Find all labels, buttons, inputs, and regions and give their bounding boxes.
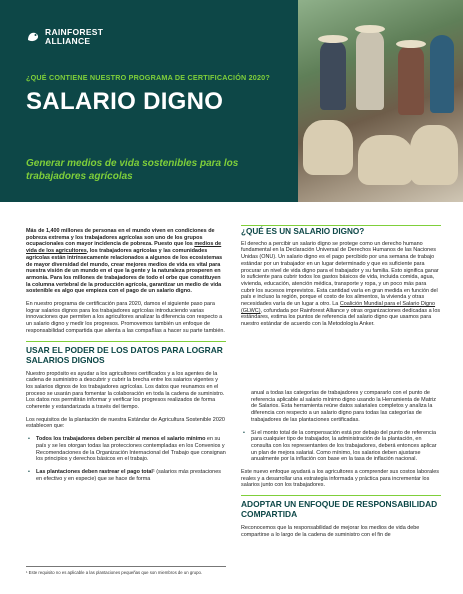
requirements-list [26,436,226,482]
header-photo [298,0,463,202]
logo [26,28,103,45]
photo-sack [410,125,458,185]
bullet-text: ¹ (salarios más prestaciones en efectivo y en especie) que se hace de forma [36,468,221,482]
page-subtitle: Generar medios de vida sostenibles para los trabajadores agrícolas [26,158,239,182]
paragraph: Reconocemos que la responsabilidad de mejorar los medios de vida debe compartirse a lo largo de la cadena de suministro con el fin de [241,525,420,538]
photo-sack [358,135,413,185]
section-title-shared: ADOPTAR UN ENFOQUE DE RESPONSABILIDAD COMPARTIDA [241,495,441,519]
paragraph: Los requisitos de la plantación de nuestra Estándar de Agricultura Sostenible 2020 establecen que: [26,416,225,430]
bullet-text: en su país y se les otorgan todas las protecciones contempladas en los Convenios y Recomendaciones de la Organización Internacional del Trabajo que consignan los principios y derechos básicos en el trabajo. [36,436,226,463]
photo-hat [318,35,348,43]
left-column [26,228,226,488]
lead-text-1: Más de 1,400 millones de personas en el mundo viven en condiciones de pobreza extrema y los trabajadores agrícolas son uno de los grupos ocupacionales con mayor incidencia de pobreza. Puesto que los [26,228,215,248]
box-text-2: , cofundada por Rainforest Alliance y otras organizaciones dedicadas a los estándares, estima los puntos de referencia del salario digno que usamos para nuestro estándar de acuerdo con la Metodología Anker. [241,307,441,328]
logo-line-1: RAINFOREST [45,27,104,37]
lead-paragraph [26,228,226,295]
paragraph: En nuestro programa de certificación para 2020, damos el siguiente paso para lograr salarios dignos para los trabajadores agrícolas introduciendo varias innovaciones que permiten a los agricultores analizar la diferencia con respecto a un salario digno y medir los progresos. Promovemos también un enfoque de responsabilidad compartida que alienta a las compañías a hacer su parte también. [26,301,225,334]
info-box [241,225,441,328]
photo-figure [398,45,424,115]
lead-text-2: , los trabajadores agrícolas y las comunidades agrícolas están intrínsecamente relacionados a algunos de los ecosistemas de mayor diversidad del mundo, crear mejores medios de vida es vital para nuestra visión de un mundo en el que la gente y la naturaleza prosperen en armonía. Para los millones de trabajadores de todo el orbe que constituyen la columna vertebral de la producción agrícola, garantizar un medio de vida sostenible es algo que empieza con el pago de un salario digno. [26,248,223,295]
paragraph: Nuestro propósito es ayudar a los agricultores certificados y a los agentes de la cadena de suministro a descubrir y cubrir la brecha entre los salarios vigentes y los salarios dignos de los trabajadores agrícolas. Los datos que reunamos en el proceso se usarán para fomentar la colaboración en toda la cadena de suministro. Los datos nos permitirán informar y verificar los progresos realizados de forma coherente y estandarizada a través del tiempo. [26,370,225,411]
list-item [36,469,226,482]
continuation [241,390,441,545]
livelihoods-link[interactable]: medios de vida de los agricultores [26,241,222,255]
header-banner [0,0,463,202]
improvement-list [241,430,441,464]
photo-sack [303,120,353,175]
footnote: ¹ Este requisito no es aplicable a las plantaciones pequeñas que son miembros de un grupo. [26,566,226,576]
header-question: ¿QUÉ CONTIENE NUESTRO PROGRAMA DE CERTIFICACIÓN 2020? [26,73,270,82]
page-title: SALARIO DIGNO [26,88,224,115]
bullet-bold: Todos los trabajadores deben percibir al menos el salario mínimo [36,436,206,443]
bullet-bold: Las plantaciones deben rastrear el pago total [36,468,153,475]
photo-figure [430,35,454,113]
list-item: • Si el monto total de la compensación está por debajo del punto de referencia para cualquier tipo de trabajador, la administración de la plantación, en consulta con los representantes de los trabajadores, deberá entonces aplicar un plan de mejora salarial. Como mínimo, los salarios deben ajustarse anualmente por la inflación con base en la tasa de inflación nacional. [251,430,441,464]
logo-line-2: ALLIANCE [45,35,91,46]
photo-hat [396,40,426,48]
info-box-text [241,241,441,328]
section-title-data: USAR EL PODER DE LOS DATOS PARA LOGRAR SALARIOS DIGNOS [26,341,226,365]
paragraph: anual a todas las categorías de trabajadores y compararlo con el punto de referencia aplicable al salario mínimo digno usando la Herramienta de Matriz de Salarios. Esta herramienta reúne datos salariales completos y analiza la diferencia con respecto a un salario digno para todas las categorías de trabajadores de las plantaciones certificadas. [251,390,436,423]
glwc-link[interactable]: Coalición Mundial para el Salario Digno (GLWC) [241,301,436,314]
photo-figure [356,30,384,110]
frog-logo-icon [26,30,40,44]
list-item [36,436,226,463]
paragraph: Este nuevo enfoque ayudará a los agricultores a comprender sus costos laborales reales y a desarrollar una estrategia informada y práctica para incrementar los salarios junto con los trabajadores. [241,469,439,489]
photo-figure [320,40,346,110]
photo-hat [355,25,385,33]
right-column [241,225,441,334]
box-text-1: El derecho a percibir un salario digno se protege como un derecho humano fundamental en la Declaración Universal de Derechos Humanos de las Naciones Unidas (ONU). Un salario digno es el pago percibido por una semana de trabajo estándar por un trabajador en un lugar determinado y que es suficiente para procurar un nivel de vida digno para el trabajador y su familia. Esto significa ganar lo suficiente para cubrir todos los gastos básicos de vida, incluida comida, agua, vivienda, educación, atención médica, transporte y ropa, y un poco más para cubrir los sucesos imprevistos. Esta cantidad varía en gran medida en función del país e incluso la región, porque el costo de los alimentos, la vivienda y otras necesidades varía de un lugar a otro. La [241,240,439,308]
info-box-title: ¿QUÉ ES UN SALARIO DIGNO? [241,227,365,236]
